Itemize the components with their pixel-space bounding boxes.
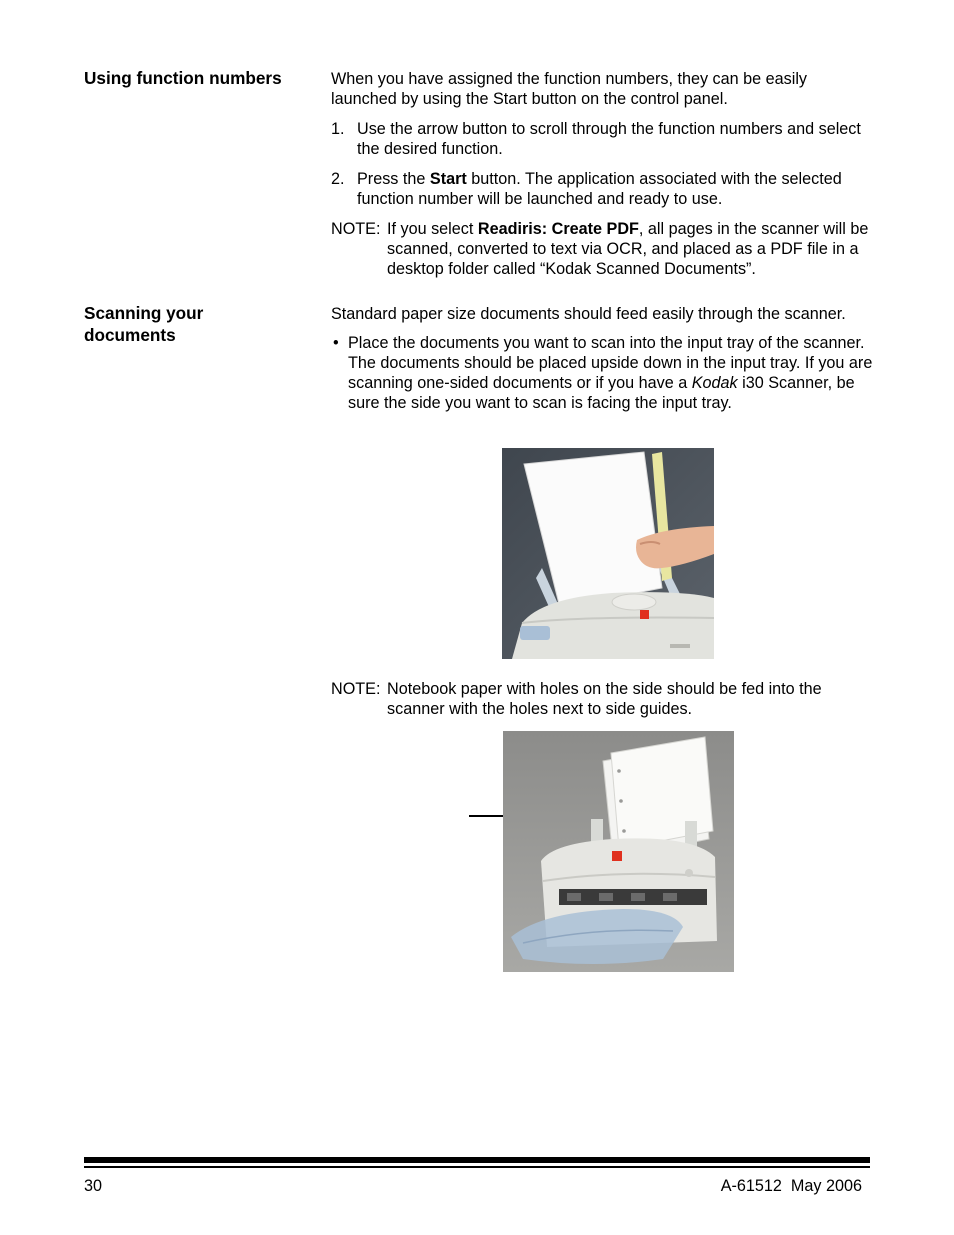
- page-number: 30: [84, 1177, 103, 1195]
- scanner-notebook-illustration: [503, 731, 734, 972]
- kodak-brand-text: Kodak: [691, 374, 738, 392]
- step-item: [331, 169, 876, 209]
- function-numbers-intro: When you have assigned the function numbers, they can be easily launched by using the Start button on the control panel.: [331, 70, 808, 108]
- note-readiris: [331, 219, 876, 279]
- bullet-text-post: i30 Scanner, be sure the side you want to scan is facing the input tray.: [348, 374, 855, 412]
- step-text-post: button. The application associated with the selected function number will be launched and ready to use.: [357, 170, 842, 208]
- scanner-loading-illustration: [502, 448, 714, 659]
- section-heading-function-numbers: Using function numbers: [84, 68, 282, 88]
- note-label: NOTE:: [331, 220, 381, 238]
- step-item: [331, 119, 876, 159]
- bullet-item: [331, 333, 876, 413]
- bullet-marker: •: [333, 334, 339, 352]
- note-text-pre: If you select: [387, 220, 478, 238]
- step-text-pre: Press the: [357, 170, 430, 188]
- readiris-keyword: Readiris: Create PDF: [477, 220, 639, 238]
- footer-rule-thick: [84, 1157, 870, 1163]
- step-number: 1.: [331, 120, 345, 138]
- section-heading-scanning: Scanning your documents: [84, 303, 204, 345]
- document-id-date: A-61512 May 2006: [720, 1177, 862, 1195]
- scanning-intro: Standard paper size documents should feed easily through the scanner.: [331, 305, 846, 323]
- start-keyword: Start: [429, 170, 467, 188]
- note-text: Notebook paper with holes on the side should be fed into the scanner with the holes next to side guides.: [387, 680, 822, 718]
- photo-loading-documents: [502, 448, 714, 659]
- photo-notebook-paper: [503, 731, 734, 972]
- step-number: 2.: [331, 170, 345, 188]
- bullet-text-pre: Place the documents you want to scan into the input tray of the scanner. The documents should be placed upside down in the input tray. If you are scanning one-sided documents or if you have a: [348, 334, 873, 392]
- note-notebook-paper: [331, 679, 876, 719]
- step-text: Use the arrow button to scroll through the function numbers and select the desired function.: [357, 120, 861, 158]
- note-text-post: , all pages in the scanner will be scanned, converted to text via OCR, and placed as a PDF file in a desktop folder called “Kodak Scanned Documents”.: [387, 220, 869, 278]
- function-steps-list: [331, 119, 876, 209]
- footer-rule-thin: [84, 1166, 870, 1168]
- note-label: NOTE:: [331, 680, 381, 698]
